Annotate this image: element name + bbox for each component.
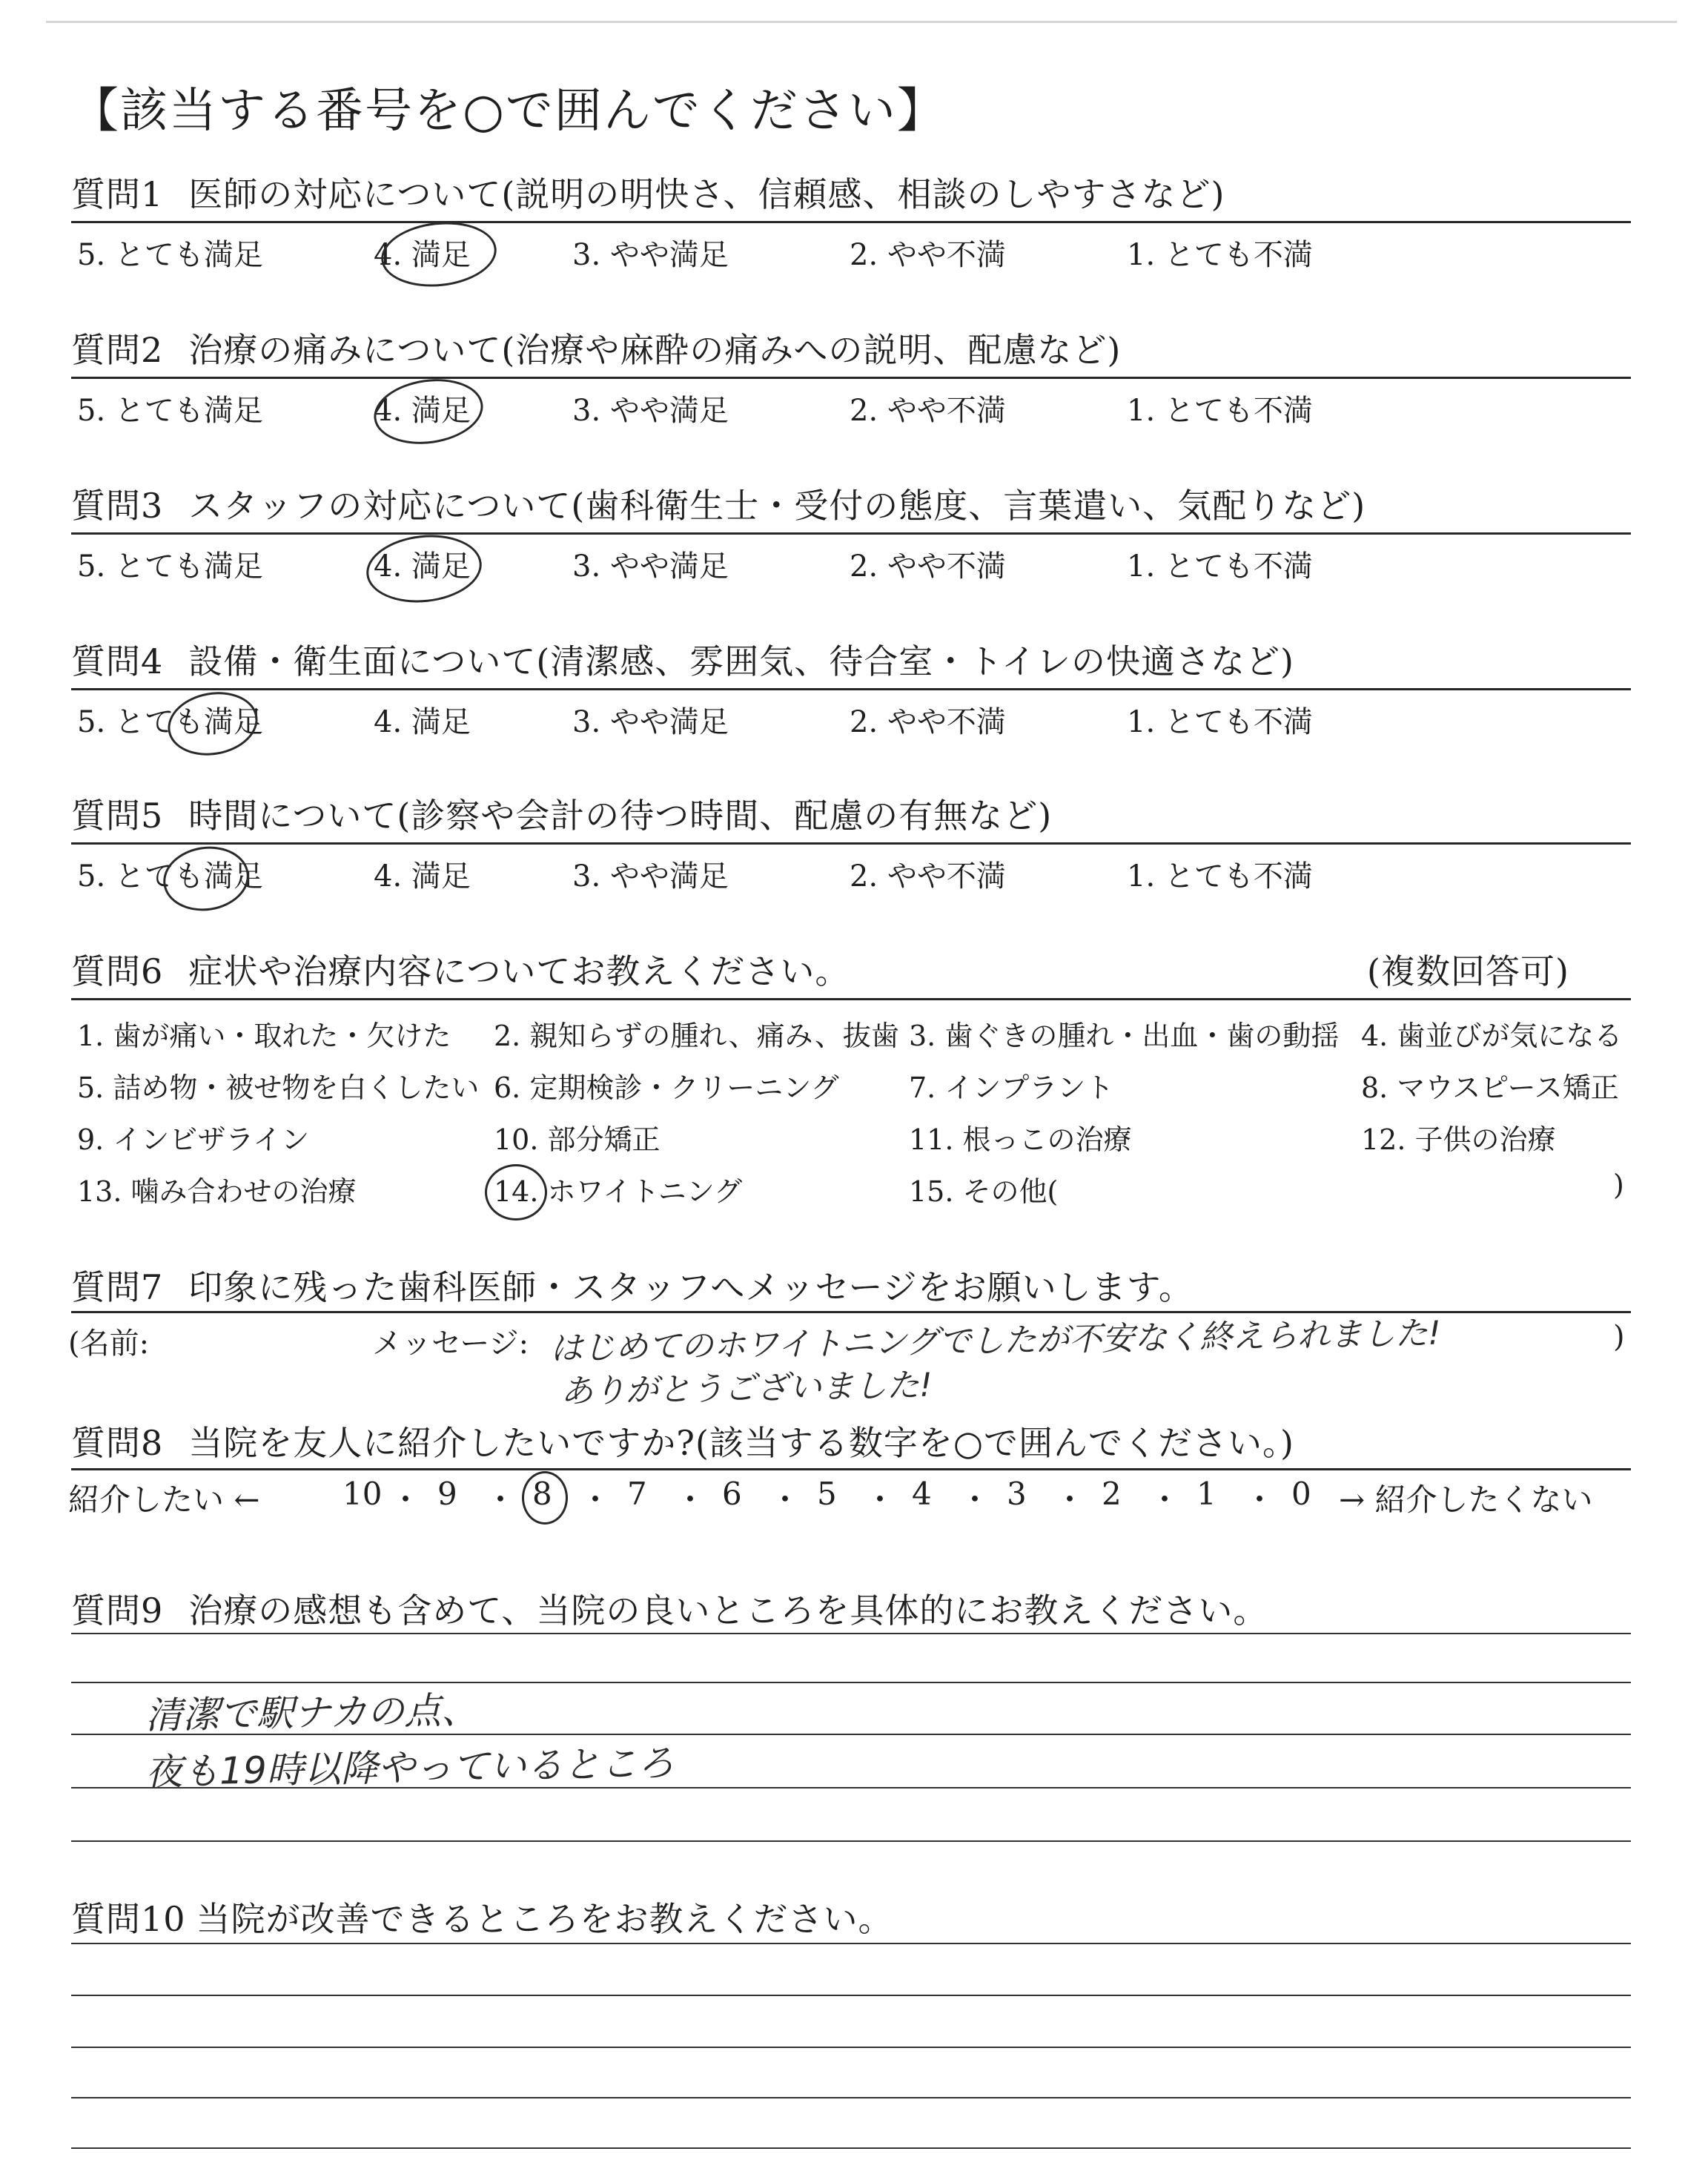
q3-selected-circle (363, 529, 486, 608)
q2-option-4[interactable]: 4. 満足 (374, 394, 471, 428)
question-label: 質問4 (71, 641, 164, 681)
q4-option-1[interactable]: 1. とても不満 (1127, 705, 1313, 739)
q3-option-4[interactable]: 4. 満足 (374, 549, 471, 584)
answer-line (71, 2147, 1631, 2149)
question-label: 質問9 (71, 1591, 164, 1631)
answer-line (71, 1840, 1631, 1842)
q6-option-10[interactable]: 10. 部分矯正 (494, 1123, 661, 1156)
q3-option-2[interactable]: 2. やや不満 (850, 549, 1006, 584)
question-10-title (71, 1892, 893, 1941)
question-9-title (71, 1584, 1268, 1633)
question-text: 当院が改善できるところをお教えください。 (196, 1899, 893, 1939)
question-text: 当院を友人に紹介したいですか?(該当する数字を○で囲んでください。) (188, 1423, 1294, 1463)
message-label: メッセージ: (372, 1327, 529, 1361)
scale-number-8[interactable]: 8 (532, 1476, 552, 1512)
top-border (46, 21, 1677, 23)
q4-option-2[interactable]: 2. やや不満 (850, 705, 1006, 739)
q6-selected-circle (485, 1164, 547, 1221)
answer-line (71, 2097, 1631, 2098)
q6-option-15-close: ) (1613, 1169, 1624, 1201)
q1-option-3[interactable]: 3. やや満足 (572, 238, 729, 272)
q3-option-5[interactable]: 5. とても満足 (77, 549, 263, 584)
q2-option-1[interactable]: 1. とても不満 (1127, 394, 1313, 428)
recommend-left-label: 紹介したい ← (68, 1482, 260, 1518)
question-label: 質問8 (71, 1423, 164, 1463)
q5-option-1[interactable]: 1. とても不満 (1127, 859, 1313, 894)
q4-option-5[interactable]: 5. とても満足 (77, 705, 263, 739)
q1-option-4[interactable]: 4. 満足 (374, 238, 471, 272)
q6-option-2[interactable]: 2. 親知らずの腫れ、痛み、抜歯 (494, 1020, 899, 1052)
question-label: 質問7 (71, 1267, 164, 1307)
scale-separator: ・ (1149, 1482, 1181, 1518)
question-text: 設備・衛生面について(清潔感、雰囲気、待合室・トイレの快適さなど) (188, 641, 1294, 681)
question-3-rule (71, 532, 1631, 535)
page-title: 【該当する番号を○で囲んでください】 (71, 84, 946, 139)
scale-number-5[interactable]: 5 (817, 1476, 837, 1512)
recommend-right-label: → 紹介したくない (1339, 1482, 1593, 1518)
q1-option-5[interactable]: 5. とても満足 (77, 238, 263, 272)
question-text: スタッフの対応について(歯科衛生士・受付の態度、言葉遣い、気配りなど) (188, 486, 1366, 526)
q2-selected-circle (370, 372, 488, 451)
scale-separator: ・ (485, 1482, 517, 1518)
question-8-rule (71, 1468, 1631, 1470)
q5-option-5[interactable]: 5. とても満足 (77, 859, 263, 894)
question-4-rule (71, 688, 1631, 690)
q6-option-12[interactable]: 12. 子供の治療 (1361, 1123, 1556, 1156)
q6-option-6[interactable]: 6. 定期検診・クリーニング (494, 1071, 839, 1104)
q2-option-5[interactable]: 5. とても満足 (77, 394, 263, 428)
q2-option-2[interactable]: 2. やや不満 (850, 394, 1006, 428)
question-text: 治療の感想も含めて、当院の良いところを具体的にお教えください。 (188, 1591, 1268, 1631)
q6-option-8[interactable]: 8. マウスピース矯正 (1361, 1071, 1619, 1104)
q6-option-7[interactable]: 7. インプラント (909, 1071, 1114, 1104)
scale-separator: ・ (580, 1482, 612, 1518)
q6-option-15[interactable]: 15. その他( (909, 1175, 1059, 1208)
q1-option-2[interactable]: 2. やや不満 (850, 238, 1006, 272)
q6-option-5[interactable]: 5. 詰め物・被せ物を白くしたい (77, 1071, 480, 1104)
q6-option-14[interactable]: 14. ホワイトニング (494, 1175, 743, 1208)
q3-option-3[interactable]: 3. やや満足 (572, 549, 729, 584)
scale-number-10[interactable]: 10 (342, 1476, 383, 1512)
q6-option-11[interactable]: 11. 根っこの治療 (909, 1123, 1132, 1156)
scale-separator: ・ (769, 1482, 801, 1518)
q1-option-1[interactable]: 1. とても不満 (1127, 238, 1313, 272)
scale-separator: ・ (390, 1482, 422, 1518)
question-8-title (71, 1416, 1294, 1465)
q2-option-3[interactable]: 3. やや満足 (572, 394, 729, 428)
scale-separator: ・ (1244, 1482, 1276, 1518)
message-close-paren: ) (1613, 1320, 1625, 1354)
question-2-title (71, 323, 1121, 372)
question-text: 時間について(診察や会計の待つ時間、配慮の有無など) (188, 796, 1053, 836)
scale-number-0[interactable]: 0 (1291, 1476, 1311, 1512)
q6-option-13[interactable]: 13. 噛み合わせの治療 (77, 1175, 357, 1208)
handwritten-answer-line-2[interactable]: 夜も19時以降やっているところ (145, 1741, 675, 1794)
question-text: 医師の対応について(説明の明快さ、信頼感、相談のしやすさなど) (188, 174, 1225, 214)
question-text: 症状や治療内容についてお教えください。 (188, 951, 850, 991)
handwritten-message-line-2[interactable]: ありがとうございました! (560, 1366, 933, 1411)
question-6-title (71, 945, 850, 994)
q6-option-9[interactable]: 9. インビザライン (77, 1123, 310, 1156)
question-3-title (71, 479, 1366, 528)
handwritten-message-line-1[interactable]: はじめてのホワイトニングでしたが不安なく終えられました! (549, 1314, 1442, 1368)
q5-option-4[interactable]: 4. 満足 (374, 859, 471, 894)
q6-option-4[interactable]: 4. 歯並びが気になる (1361, 1020, 1623, 1052)
scale-number-6[interactable]: 6 (722, 1476, 742, 1512)
answer-line (71, 1995, 1631, 1996)
scale-selected-circle (522, 1471, 568, 1525)
scale-number-4[interactable]: 4 (912, 1476, 932, 1512)
scale-separator: ・ (959, 1482, 991, 1518)
scale-separator: ・ (675, 1482, 706, 1518)
scale-separator: ・ (1054, 1482, 1086, 1518)
scale-number-1[interactable]: 1 (1196, 1476, 1217, 1512)
question-label: 質問10 (71, 1899, 186, 1939)
question-label: 質問6 (71, 951, 164, 991)
q4-option-4[interactable]: 4. 満足 (374, 705, 471, 739)
q4-option-3[interactable]: 3. やや満足 (572, 705, 729, 739)
question-5-title (71, 789, 1052, 838)
q3-option-1[interactable]: 1. とても不満 (1127, 549, 1313, 584)
q4-selected-circle (163, 685, 263, 762)
answer-line (71, 1943, 1631, 1944)
question-text: 治療の痛みについて(治療や麻酔の痛みへの説明、配慮など) (188, 330, 1122, 370)
question-label: 質問3 (71, 486, 164, 526)
q6-option-1[interactable]: 1. 歯が痛い・取れた・欠けた (77, 1020, 451, 1052)
question-1-rule (71, 221, 1631, 223)
question-4-title (71, 635, 1294, 684)
scale-number-2[interactable]: 2 (1102, 1476, 1122, 1512)
question-5-rule (71, 842, 1631, 845)
question-7-title (71, 1261, 1194, 1309)
answer-line (71, 1633, 1631, 1634)
answer-line (71, 2047, 1631, 2048)
scale-number-9[interactable]: 9 (437, 1476, 457, 1512)
question-label: 質問2 (71, 330, 164, 370)
question-label: 質問1 (71, 174, 164, 214)
q6-option-3[interactable]: 3. 歯ぐきの腫れ・出血・歯の動揺 (909, 1020, 1340, 1052)
name-label: (名前: (68, 1327, 150, 1361)
q5-option-3[interactable]: 3. やや満足 (572, 859, 729, 894)
scale-separator: ・ (864, 1482, 896, 1518)
question-text: 印象に残った歯科医師・スタッフへメッセージをお願いします。 (188, 1267, 1194, 1307)
scale-number-7[interactable]: 7 (627, 1476, 647, 1512)
handwritten-answer-line-1[interactable]: 清潔で駅ナカの点、 (145, 1688, 479, 1737)
multiple-answers-note: (複数回答可) (1367, 951, 1569, 991)
question-label: 質問5 (71, 796, 164, 836)
q1-selected-circle (378, 217, 500, 292)
q5-option-2[interactable]: 2. やや不満 (850, 859, 1006, 894)
question-1-title (71, 168, 1225, 217)
question-6-rule (71, 998, 1631, 1000)
scale-number-3[interactable]: 3 (1007, 1476, 1027, 1512)
question-2-rule (71, 377, 1631, 379)
